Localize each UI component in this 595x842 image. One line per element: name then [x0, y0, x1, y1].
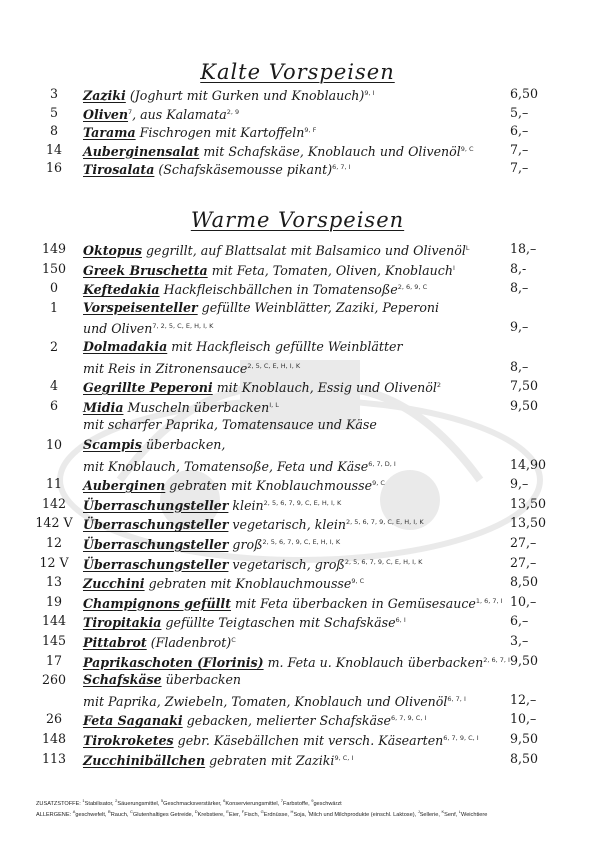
- item-number: 113: [41, 750, 67, 766]
- item-codes: 2, 6, 9, C: [397, 283, 428, 292]
- item-codes: I, L: [269, 400, 279, 409]
- item-name: Tirokroketes: [83, 733, 174, 748]
- item-description-cont: und Oliven: [83, 321, 153, 337]
- item-text: [83, 104, 503, 123]
- footnote-entry: [72, 809, 107, 818]
- footnote-text: Konservierungsmittel,: [225, 801, 280, 807]
- footnote-entry: [114, 798, 160, 807]
- footnote-key: B: [108, 809, 111, 814]
- item-number: 0: [49, 280, 58, 296]
- item-description: gebraten mit Zaziki: [205, 752, 335, 768]
- item-codes: 9, C: [460, 144, 474, 153]
- footnote-text: Milch und Milchprodukte (einschl. Laktose),: [308, 812, 417, 818]
- item-number: 14: [45, 141, 63, 157]
- item-codes: 9, C: [372, 479, 385, 488]
- item-codes: 1, 6, 7, I: [475, 596, 503, 605]
- footnote-key: G: [260, 809, 264, 814]
- footnote-entry: [106, 809, 129, 818]
- item-text: [83, 671, 503, 688]
- item-text: [83, 573, 503, 592]
- footnote-entry: [240, 809, 260, 818]
- item-codes: 6, 7, I: [447, 694, 466, 703]
- footnote-key: 5: [160, 798, 164, 803]
- item-price: 6,50: [510, 86, 539, 101]
- item-codes: 6, 7, I: [332, 163, 351, 171]
- item-name: Paprikaschoten (Florinis): [83, 654, 264, 670]
- item-name: Gegrillte Peperoni: [83, 380, 213, 396]
- item-description: gefüllte Weinblätter, Zaziki, Peperoni: [197, 299, 440, 315]
- footnote-text: Glutenhaltiges Getreide,: [132, 812, 194, 818]
- footnote-text: Säuerungsmittel,: [117, 801, 160, 807]
- footnote-key: C: [130, 809, 133, 814]
- item-number: 13: [45, 574, 63, 590]
- item-codes: C: [231, 636, 236, 644]
- item-number: 26: [45, 711, 63, 727]
- footnote-key: J: [417, 809, 420, 814]
- item-codes: 2, 5, 6, 7, 9, C, E, H, I, K: [263, 498, 342, 507]
- item-codes: 2, 5, 6, 7, 9, C, E, H, I, K: [346, 518, 424, 527]
- item-codes: 7, 2, 5, C, E, H, I, K: [152, 322, 214, 331]
- item-description: m. Feta u. Knoblauch überbacken: [263, 654, 484, 670]
- item-number: 144: [41, 613, 67, 629]
- item-name: Oliven: [83, 106, 129, 122]
- item-number: 8: [49, 123, 58, 138]
- item-price: 14,90: [510, 456, 547, 472]
- item-description: gebraten mit Knoblauchmousse: [144, 576, 352, 592]
- item-price: 7,50: [510, 378, 539, 394]
- item-text: [83, 338, 503, 355]
- item-number: 142: [41, 495, 67, 511]
- footnote-entry: [306, 809, 417, 818]
- footnote-entry: [416, 809, 440, 818]
- footnote-entry: [440, 809, 458, 818]
- item-codes: 9, F: [304, 126, 317, 134]
- item-name: Tarama: [83, 125, 136, 140]
- item-text: [83, 240, 503, 259]
- item-description: klein: [228, 497, 264, 513]
- item-price: 12,–: [510, 691, 537, 707]
- item-codes: 2, 5, C, E, H, I, K: [247, 361, 301, 370]
- item-text: [83, 279, 503, 298]
- item-number: 142 V: [35, 515, 73, 531]
- item-price: 9,–: [510, 319, 529, 335]
- item-text: [83, 554, 503, 573]
- item-description: gebraten mit Knoblauchmousse: [165, 478, 373, 494]
- item-description: Muscheln überbacken: [123, 399, 270, 415]
- footnote-text: geschwärzt: [313, 801, 342, 807]
- item-name: Auberginensalat: [83, 143, 200, 159]
- item-text: [83, 534, 503, 553]
- item-price: 6,–: [510, 123, 529, 138]
- item-description-line2: [83, 691, 503, 710]
- item-description: (Schafskäsemousse pikant): [154, 162, 333, 177]
- footnote-key: 6: [223, 798, 226, 803]
- item-price: 8,-: [510, 260, 527, 276]
- item-name: Tirosalata: [83, 162, 155, 177]
- item-price: 6,–: [510, 613, 529, 629]
- item-name: Scampis: [83, 437, 142, 452]
- footnote-entry: [82, 798, 114, 807]
- item-description-cont: mit Paprika, Zwiebeln, Tomaten, Knoblauch und Olivenöl: [83, 693, 448, 709]
- item-price: 5,–: [510, 104, 529, 120]
- item-description-cont: mit Reis in Zitronensauce: [83, 360, 248, 376]
- footnote-text: Stabilisator,: [84, 801, 114, 807]
- item-price: 27,–: [510, 554, 537, 570]
- footnote-text: Senf,: [444, 812, 458, 818]
- footnote-text: Farbstoffe,: [283, 801, 310, 807]
- footnote-entry: [259, 809, 289, 818]
- item-price: 9,50: [510, 652, 539, 668]
- item-number: 2: [49, 339, 58, 354]
- item-description: überbacken: [161, 672, 242, 688]
- item-price: 7,–: [510, 160, 529, 175]
- footnote-text: geschwefelt,: [75, 812, 107, 818]
- item-number: 148: [41, 731, 67, 746]
- item-price: 9,50: [510, 397, 539, 413]
- footnote-key: A: [72, 809, 76, 814]
- item-text: [83, 397, 503, 416]
- item-codes: I: [452, 263, 455, 272]
- item-name-code: 7: [128, 107, 133, 116]
- item-number: 145: [41, 633, 67, 648]
- item-price: 3,–: [510, 633, 529, 648]
- footnote-key: 7: [280, 798, 283, 803]
- item-text: [83, 377, 503, 396]
- item-description: überbacken,: [141, 437, 226, 452]
- item-description-cont: mit Knoblauch, Tomatensoße, Feta und Käse: [83, 458, 369, 474]
- item-description: vegetarisch, klein: [228, 517, 346, 533]
- additives-label: ZUSATZSTOFFE:: [36, 801, 81, 807]
- item-text: [83, 141, 503, 160]
- item-price: 18,–: [510, 241, 537, 256]
- footnote-entry: [225, 809, 241, 818]
- item-name: Feta Saganaki: [83, 713, 183, 729]
- footnote-entry: [193, 809, 225, 818]
- item-description: groß: [228, 537, 263, 552]
- item-name: Vorspeisenteller: [83, 299, 198, 315]
- item-text: [83, 475, 503, 494]
- item-name: Oktopus: [83, 243, 142, 258]
- item-text: [83, 122, 503, 141]
- item-text: [83, 299, 503, 316]
- item-number: 10: [45, 437, 63, 452]
- footnote-text: Krebstiere,: [197, 812, 225, 818]
- item-description-cont: mit scharfer Paprika, Tomatensauce und Käse: [83, 417, 377, 433]
- footnote-entry: [222, 798, 280, 807]
- item-price: 8,–: [510, 358, 529, 374]
- item-price: 9,50: [510, 731, 539, 746]
- footer-allergens: [36, 809, 576, 818]
- item-name: Pittabrot: [83, 635, 147, 650]
- footnote-entry: [310, 798, 342, 807]
- item-description: mit Knoblauch, Essig und Olivenöl: [212, 380, 437, 396]
- item-name: Champignons gefüllt: [83, 595, 232, 611]
- additives-list: [82, 798, 342, 807]
- section-title-warm: Warme Vorspeisen: [190, 208, 405, 232]
- footnote-key: 2: [115, 798, 118, 803]
- item-name: Überraschungsteller: [83, 517, 229, 533]
- item-name: Zucchini: [83, 576, 145, 592]
- item-description: mit Feta, Tomaten, Oliven, Knoblauch: [207, 262, 453, 278]
- item-number: 12 V: [39, 554, 69, 570]
- item-name: Zucchinibällchen: [83, 752, 206, 768]
- item-description: gebr. Käsebällchen mit versch. Käsearten: [173, 733, 444, 748]
- allergens-label: ALLERGENE:: [36, 812, 72, 818]
- item-text: [83, 710, 503, 729]
- item-price: 13,50: [510, 515, 547, 531]
- item-number: 4: [49, 378, 58, 394]
- footnote-key: I: [307, 809, 309, 814]
- item-description: (Joghurt mit Gurken und Knoblauch): [125, 88, 365, 103]
- item-number: 150: [41, 260, 67, 276]
- item-price: 13,50: [510, 495, 547, 511]
- footnote-key: F: [241, 809, 245, 814]
- item-name: Überraschungsteller: [83, 556, 229, 572]
- item-description: Fischrogen mit Kartoffeln: [135, 125, 305, 140]
- item-price: 8,50: [510, 574, 539, 590]
- footnote-text: Sellerie,: [419, 812, 440, 818]
- item-text: [83, 514, 503, 533]
- footnote-text: Rauch,: [110, 812, 129, 818]
- footnote-key: 9: [311, 798, 314, 803]
- item-description: , aus Kalamata: [132, 106, 227, 122]
- item-text: [83, 159, 503, 178]
- footnote-text: Eier,: [228, 812, 241, 818]
- item-text: [83, 652, 510, 671]
- item-price: 10,–: [510, 593, 537, 609]
- item-description: Hackfleischbällchen in Tomatensoße: [159, 282, 398, 298]
- item-description: mit Hackfleisch gefüllte Weinblätter: [167, 339, 403, 354]
- footnote-text: Fisch,: [244, 812, 260, 818]
- item-codes: 6, 7, 9, C, I: [443, 734, 479, 742]
- item-number: 260: [41, 672, 67, 688]
- item-description: mit Schafskäse, Knoblauch und Olivenöl: [199, 143, 461, 159]
- item-name: Überraschungsteller: [83, 537, 229, 552]
- item-codes: 2, 9: [226, 107, 240, 116]
- item-description: (Fladenbrot): [146, 635, 232, 650]
- footnote-key: D: [194, 809, 198, 814]
- footnote-key: E: [226, 809, 229, 814]
- item-price: 10,–: [510, 711, 537, 727]
- item-description-line2: [83, 416, 503, 433]
- footnote-text: Soja,: [293, 812, 307, 818]
- item-name: Midia: [83, 399, 124, 415]
- footnote-key: L: [458, 809, 462, 814]
- footnote-entry: [289, 809, 307, 818]
- item-name: Tiropitakia: [83, 615, 162, 631]
- item-codes: 2, 5, 6, 7, 9, C, E, H, I, K: [344, 557, 423, 566]
- item-codes: 6, 7, D, I: [368, 459, 396, 468]
- item-codes: 6, 7, 9, C, I: [390, 714, 427, 723]
- item-number: 6: [49, 397, 58, 413]
- item-text: [83, 632, 503, 651]
- item-text: [83, 85, 503, 104]
- item-price: 8,–: [510, 280, 529, 296]
- item-description: gegrillt, auf Blattsalat mit Balsamico und Olivenöl: [141, 243, 466, 258]
- footnote-entry: [457, 809, 488, 818]
- item-name: Keftedakia: [83, 282, 160, 298]
- item-number: 5: [49, 104, 58, 120]
- item-codes: 9, C, I: [334, 753, 354, 762]
- item-text: [83, 593, 503, 612]
- item-number: 19: [45, 593, 63, 609]
- item-description-line2: [83, 358, 503, 377]
- item-description: gefüllte Teigtaschen mit Schafskäse: [161, 615, 396, 631]
- footer-additives: [36, 798, 576, 807]
- item-number: 1: [49, 299, 58, 315]
- item-name: Dolmadakia: [83, 339, 168, 354]
- footnote-entry: [128, 809, 194, 818]
- item-description-line2: [83, 318, 503, 337]
- item-text: [83, 730, 503, 749]
- allergens-list: [72, 809, 488, 818]
- footnote-text: Geschmacksverstärker,: [163, 801, 222, 807]
- item-name: Zaziki: [83, 88, 126, 103]
- item-codes: 6, I: [395, 616, 406, 625]
- item-codes: L: [465, 244, 470, 252]
- item-number: 17: [45, 652, 63, 668]
- item-description: mit Feta überbacken in Gemüsesauce: [231, 595, 476, 611]
- item-number: 149: [41, 241, 67, 256]
- item-description: vegetarisch, groß: [228, 556, 345, 572]
- item-number: 3: [49, 86, 58, 101]
- footnote-text: Erdnüsse,: [263, 812, 289, 818]
- item-codes: 9, I: [364, 89, 375, 97]
- item-text: [83, 495, 503, 514]
- footnote-entry: [159, 798, 222, 807]
- item-text: [83, 750, 503, 769]
- footnote-key: 1: [82, 798, 85, 803]
- footnote-key: K: [441, 809, 445, 814]
- item-codes: 9, C: [351, 577, 365, 586]
- item-name: Auberginen: [83, 478, 166, 494]
- footnote-entry: [279, 798, 310, 807]
- section-title-cold: Kalte Vorspeisen: [200, 60, 395, 84]
- item-text: [83, 436, 503, 453]
- footnote-key: H: [290, 809, 294, 814]
- item-number: 12: [45, 535, 63, 550]
- item-name: Schafskäse: [83, 672, 162, 688]
- item-price: 7,–: [510, 141, 529, 157]
- footnote-text: Weichtiere: [461, 812, 488, 818]
- item-text: [83, 612, 503, 631]
- item-number: 11: [45, 476, 63, 492]
- item-description-line2: [83, 456, 503, 475]
- item-name: Überraschungsteller: [83, 497, 229, 513]
- item-codes: 2, 6, 7, I: [483, 655, 510, 664]
- item-description: gebacken, melierter Schafskäse: [182, 713, 391, 729]
- item-number: 16: [45, 160, 63, 175]
- item-name: Greek Bruschetta: [83, 262, 208, 278]
- item-price: 9,–: [510, 476, 529, 492]
- item-codes: 2, 5, 6, 7, 9, C, E, H, I, K: [262, 538, 341, 546]
- item-price: 27,–: [510, 535, 537, 550]
- item-price: 8,50: [510, 750, 539, 766]
- item-codes: 2: [436, 381, 442, 390]
- item-text: [83, 260, 503, 279]
